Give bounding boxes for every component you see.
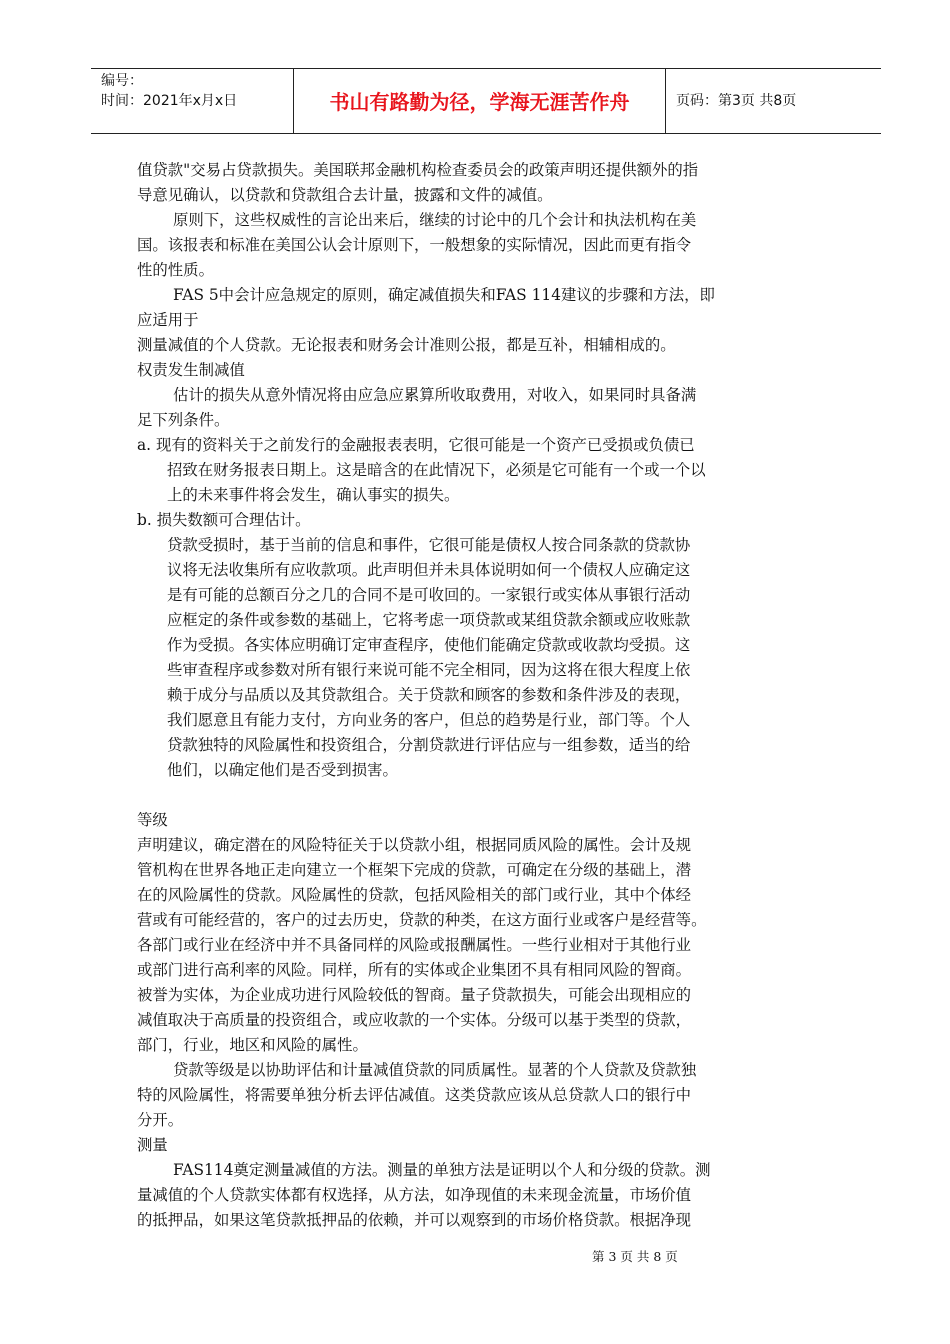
header-page-label: 页码：第3页 共8页 xyxy=(676,93,797,109)
paragraph-line: 分开。 xyxy=(137,1111,184,1129)
block-line: 应框定的条件或参数的基础上，它将考虑一项贷款或某组贷款余额或应收账款 xyxy=(167,611,691,629)
number-label: 编号： xyxy=(101,73,143,89)
block-line: 些审查程序或参数对所有银行来说可能不完全相同，因为这将在很大程度上依 xyxy=(167,661,691,679)
section-heading-accrual: 权责发生制减值 xyxy=(137,361,245,379)
section-heading-grade: 等级 xyxy=(137,811,168,829)
paragraph-line: 量减值的个人贷款实体都有权选择，从方法，如净现值的未来现金流量，市场价值 xyxy=(137,1186,692,1204)
block-line: 他们，以确定他们是否受到损害。 xyxy=(167,761,398,779)
block-line: 作为受损。各实体应明确订定审查程序，使他们能确定贷款或收款均受损。这 xyxy=(167,636,691,654)
page-footer: 第 3 页 共 8 页 xyxy=(592,1249,678,1264)
paragraph-line: 足下列条件。 xyxy=(137,411,230,429)
paragraph-line: 声明建议，确定潜在的风险特征关于以贷款小组，根据同质风险的属性。会计及规 xyxy=(137,836,692,854)
section-heading-measure: 测量 xyxy=(137,1136,168,1154)
paragraph-line: 管机构在世界各地正走向建立一个框架下完成的贷款，可确定在分级的基础上，潜 xyxy=(137,861,692,879)
paragraph-line: 导意见确认，以贷款和贷款组合去计量，披露和文件的减值。 xyxy=(137,186,553,204)
header-divider xyxy=(665,69,666,133)
paragraph-line: 应适用于 xyxy=(137,311,199,329)
paragraph-line: 估计的损失从意外情况将由应急应累算所收取费用，对收入，如果同时具备满 xyxy=(173,386,697,404)
paragraph-line: 值贷款"交易占贷款损失。美国联邦金融机构检查委员会的政策声明还提供额外的指 xyxy=(137,161,699,179)
page-header xyxy=(91,68,881,134)
paragraph-line: 测量减值的个人贷款。无论报表和财务会计准则公报，都是互补，相辅相成的。 xyxy=(137,336,676,354)
paragraph-line: 各部门或行业在经济中并不具备同样的风险或报酬属性。一些行业相对于其他行业 xyxy=(137,936,692,954)
paragraph-line: 特的风险属性，将需要单独分析去评估减值。这类贷款应该从总贷款人口的银行中 xyxy=(137,1086,692,1104)
paragraph-line: 营或有可能经营的，客户的过去历史，贷款的种类，在这方面行业或客户是经营等。 xyxy=(137,911,707,929)
block-line: 我们愿意且有能力支付，方向业务的客户，但总的趋势是行业，部门等。个人 xyxy=(167,711,691,729)
paragraph-line: FAS114奠定测量减值的方法。测量的单独方法是证明以个人和分级的贷款。测 xyxy=(173,1161,711,1179)
paragraph-line: 被誉为实体，为企业成功进行风险较低的智商。量子贷款损失，可能会出现相应的 xyxy=(137,986,692,1004)
paragraph-line: 部门，行业，地区和风险的属性。 xyxy=(137,1036,368,1054)
block-line: 贷款独特的风险属性和投资组合，分割贷款进行评估应与一组参数，适当的给 xyxy=(167,736,691,754)
paragraph-line: 国。该报表和标准在美国公认会计原则下，一般想象的实际情况，因此而更有指令 xyxy=(137,236,692,254)
block-line: 赖于成分与品质以及其贷款组合。关于贷款和顾客的参数和条件涉及的表现， xyxy=(167,686,691,704)
block-line: 贷款受损时，基于当前的信息和事件，它很可能是债权人按合同条款的贷款协 xyxy=(167,536,691,554)
paragraph-line: 贷款等级是以协助评估和计量减值贷款的同质属性。显著的个人贷款及贷款独 xyxy=(173,1061,697,1079)
document-body xyxy=(137,158,847,1233)
time-label: 时间：2021年x月x日 xyxy=(101,93,238,109)
paragraph-line: 原则下，这些权威性的言论出来后，继续的讨论中的几个会计和执法机构在美 xyxy=(173,211,697,229)
spacer xyxy=(137,783,847,808)
block-line: 议将无法收集所有应收款项。此声明但并未具体说明如何一个债权人应确定这 xyxy=(167,561,691,579)
paragraph-line: 在的风险属性的贷款。风险属性的贷款，包括风险相关的部门或行业，其中个体经 xyxy=(137,886,692,904)
list-item-b: b. 损失数额可合理估计。 xyxy=(137,511,311,529)
paragraph-line: 或部门进行高利率的风险。同样，所有的实体或企业集团不具有相同风险的智商。 xyxy=(137,961,692,979)
paragraph-line: 减值取决于高质量的投资组合，或应收款的一个实体。分级可以基于类型的贷款， xyxy=(137,1011,692,1029)
paragraph-line: 的抵押品，如果这笔贷款抵押品的依赖，并可以观察到的市场价格贷款。根据净现 xyxy=(137,1211,692,1229)
list-item-a: a. 现有的资料关于之前发行的金融报表表明，它很可能是一个资产已受损或负债已 xyxy=(137,436,695,454)
list-item-a-cont: 招致在财务报表日期上。这是暗含的在此情况下，必须是它可能有一个或一个以 xyxy=(167,461,706,479)
header-meta xyxy=(101,71,237,111)
paragraph-line: FAS 5中会计应急规定的原则，确定减值损失和FAS 114建议的步骤和方法，即 xyxy=(173,286,715,304)
header-motto: 书山有路勤为径，学海无涯苦作舟 xyxy=(329,90,630,114)
paragraph-line: 性的性质。 xyxy=(137,261,214,279)
block-line: 是有可能的总额百分之几的合同不是可收回的。一家银行或实体从事银行活动 xyxy=(167,586,691,604)
list-item-a-cont: 上的未来事件将会发生，确认事实的损失。 xyxy=(167,486,460,504)
